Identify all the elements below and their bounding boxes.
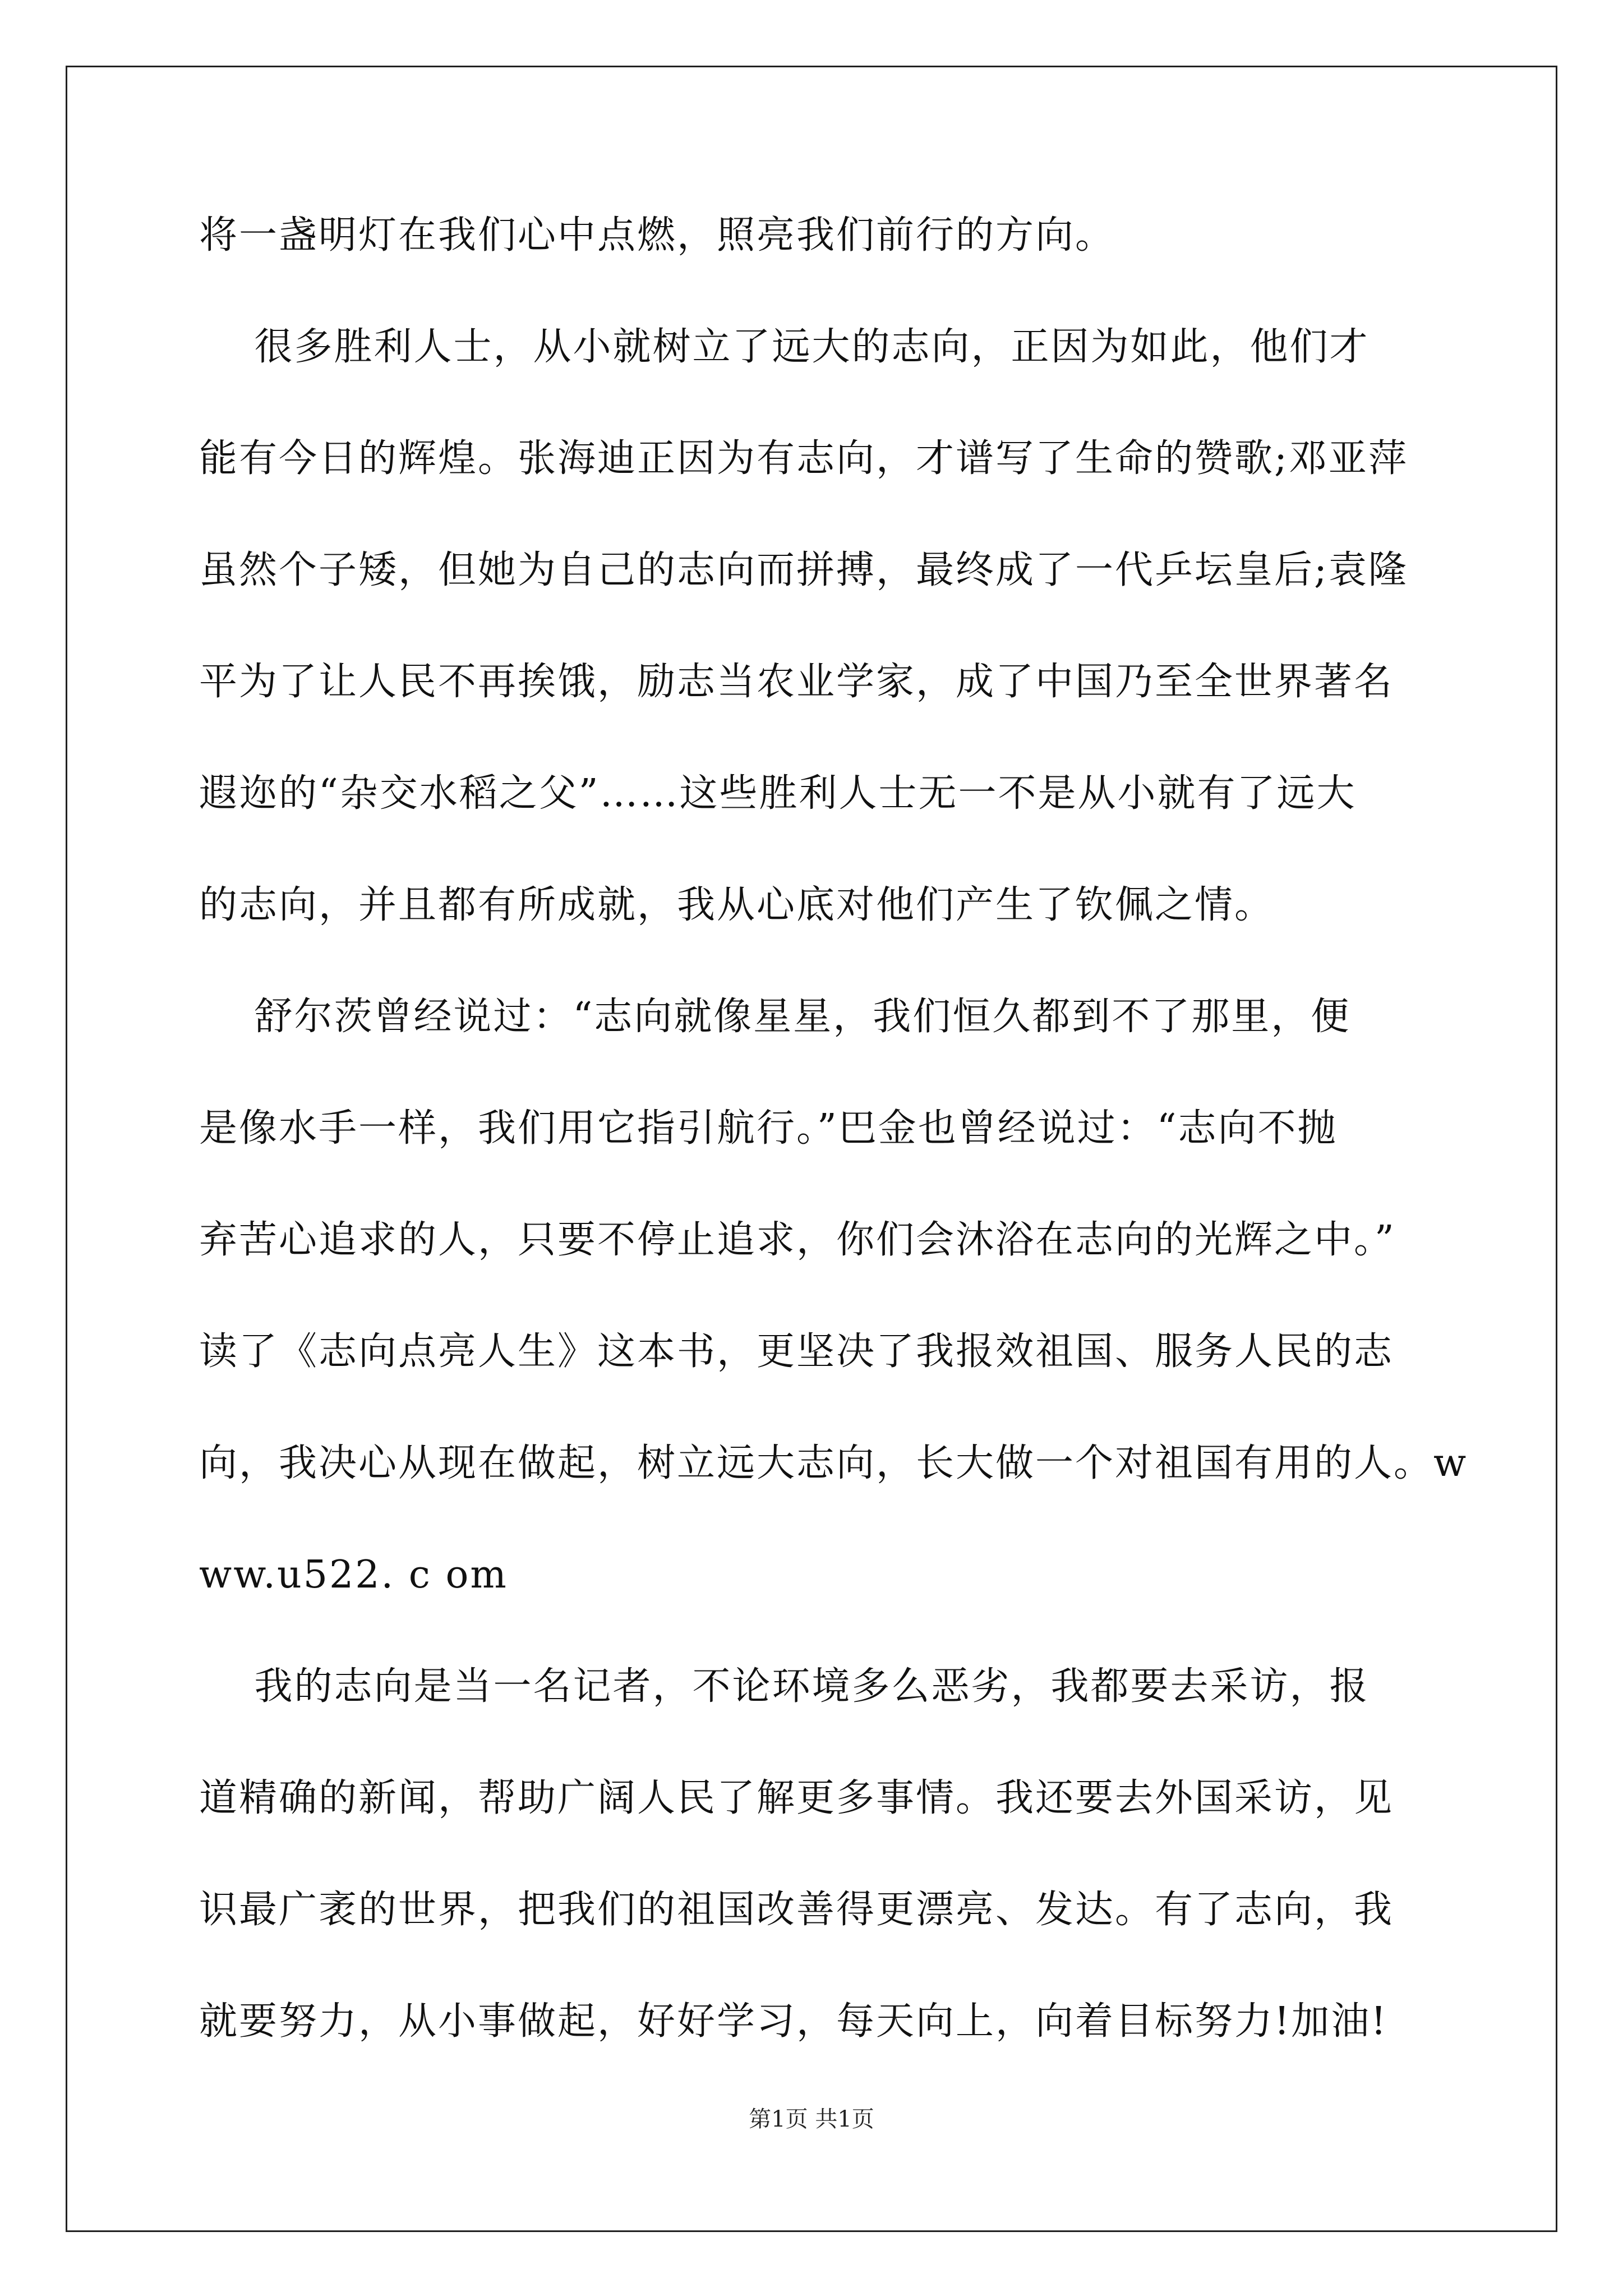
body-line: 平为了让人民不再挨饿，励志当农业学家，成了中国乃至全世界著名 — [199, 660, 1394, 704]
body-line: 将一盏明灯在我们心中点燃，照亮我们前行的方向。 — [199, 213, 1115, 257]
body-line: 舒尔茨曾经说过：“志向就像星星，我们恒久都到不了那里，便 — [199, 995, 1351, 1039]
body-line: 读了《志向点亮人生》这本书，更坚决了我报效祖国、服务人民的志 — [199, 1329, 1394, 1374]
body-line: 弃苦心追求的人，只要不停止追求，你们会沐浴在志向的光辉之中。” — [199, 1218, 1396, 1262]
body-line: 道精确的新闻，帮助广阔人民了解更多事情。我还要去外国采访，见 — [199, 1776, 1394, 1820]
body-line: 就要努力，从小事做起，好好学习，每天向上，向着目标努力!加油! — [199, 1999, 1388, 2044]
body-line: 识最广袤的世界，把我们的祖国改善得更漂亮、发达。有了志向，我 — [199, 1888, 1394, 1932]
body-line: 向，我决心从现在做起，树立远大志向，长大做一个对祖国有用的人。w — [199, 1441, 1468, 1485]
body-line: 遐迩的“杂交水稻之父”……这些胜利人士无一不是从小就有了远大 — [199, 771, 1357, 816]
page-number-footer: 第1页 共1页 — [749, 2106, 874, 2132]
body-line: ww.u522. c om — [199, 1553, 508, 1597]
body-line: 能有今日的辉煌。张海迪正因为有志向，才谱写了生命的赞歌;邓亚萍 — [199, 436, 1408, 481]
body-line: 是像水手一样，我们用它指引航行。”巴金也曾经说过：“志向不抛 — [199, 1106, 1338, 1151]
body-line: 很多胜利人士，从小就树立了远大的志向，正因为如此，他们才 — [199, 325, 1370, 369]
body-line: 虽然个子矮，但她为自己的志向而拼搏，最终成了一代乒坛皇后;袁隆 — [199, 548, 1408, 592]
body-line: 我的志向是当一名记者，不论环境多么恶劣，我都要去采访，报 — [199, 1664, 1370, 1709]
body-line: 的志向，并且都有所成就，我从心底对他们产生了钦佩之情。 — [199, 883, 1275, 927]
